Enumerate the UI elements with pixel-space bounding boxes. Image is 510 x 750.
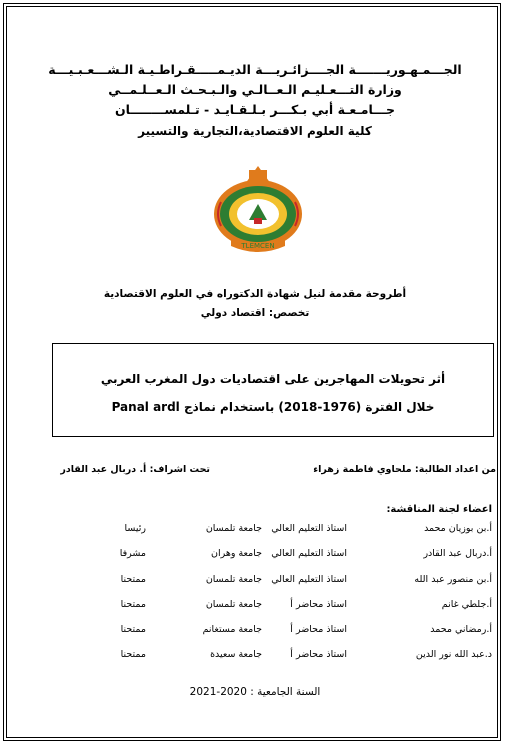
- republic-title: الجـــمـهـوريـــــــة الجــــزائـريـــة الديـمـــــقـراطـيـة الـشـــعـبـيـــة: [48, 62, 462, 77]
- member-rank: استاذ التعليم العالي: [271, 548, 347, 559]
- academic-year: السنة الجامعية : 2020-2021: [189, 686, 321, 698]
- member-rank: استاذ محاضر أ: [290, 649, 347, 660]
- thesis-title-line-2: خلال الفترة (1976-2018) باستخدام نماذج Panal ardl: [111, 400, 435, 414]
- ministry-title: وزارة التـــعـليـم الـعــالـي والـبـحـث الـعــلـمــي: [108, 82, 402, 97]
- member-name: أ.جلطي غانم: [441, 599, 492, 610]
- member-name: أ.بن منصور عبد الله: [414, 574, 492, 585]
- member-university: جامعة سعيدة: [210, 649, 262, 660]
- member-university: جامعة تلمسان: [205, 574, 262, 585]
- university-logo-icon: [205, 162, 311, 254]
- degree-statement: أطروحة مقدمة لنيل شهادة الدكتوراه في العلوم الاقتصادية: [103, 288, 407, 300]
- student-name: من اعداد الطالبة: ملحاوي فاطمة زهراء: [313, 464, 496, 475]
- supervisor-name: تحت اشراف: أ. دربال عبد القادر: [60, 464, 210, 475]
- member-rank: استاذ التعليم العالي: [271, 574, 347, 585]
- member-role: ممتحنا: [120, 574, 146, 585]
- committee-heading: اعضاء لجنة المناقشة:: [386, 504, 492, 515]
- member-role: مشرفا: [119, 548, 146, 559]
- member-rank: استاذ محاضر أ: [290, 624, 347, 635]
- member-role: ممتحنا: [120, 649, 146, 660]
- member-university: جامعة تلمسان: [205, 599, 262, 610]
- member-name: أ.بن بوزيان محمد: [424, 523, 492, 534]
- committee-row: [0, 648, 510, 662]
- member-name: أ.دربال عبد القادر: [423, 548, 492, 559]
- member-university: جامعة مستغانم: [202, 624, 262, 635]
- member-rank: استاذ محاضر أ: [290, 599, 347, 610]
- member-rank: استاذ التعليم العالي: [271, 523, 347, 534]
- member-university: جامعة تلمسان: [205, 523, 262, 534]
- member-name: د.عبد الله نور الدين: [415, 649, 492, 660]
- committee-row: [0, 547, 510, 561]
- faculty-title: كلية العلوم الاقتصادية،التجارية والتسيير: [138, 124, 372, 138]
- committee-row: [0, 623, 510, 637]
- logo-banner-text: TLEMCEN: [241, 242, 275, 250]
- thesis-title-line-1: أثر تحويلات المهاجرين على اقتصاديات دول المغرب العربي: [100, 372, 446, 386]
- member-university: جامعة وهران: [210, 548, 262, 559]
- specialty: تخصص: اقتصاد دولي: [200, 307, 310, 319]
- member-role: رئيسا: [124, 523, 146, 534]
- member-role: ممتحنا: [120, 599, 146, 610]
- committee-row: [0, 522, 510, 536]
- member-role: ممتحنا: [120, 624, 146, 635]
- committee-row: [0, 598, 510, 612]
- university-title: جـــامـعـة أبي بـكـــر بـلـقـايـد - تـلمســــــــان: [114, 102, 396, 117]
- committee-row: [0, 573, 510, 587]
- thesis-title-box: [52, 343, 494, 437]
- member-name: أ.رمضاني محمد: [430, 624, 492, 635]
